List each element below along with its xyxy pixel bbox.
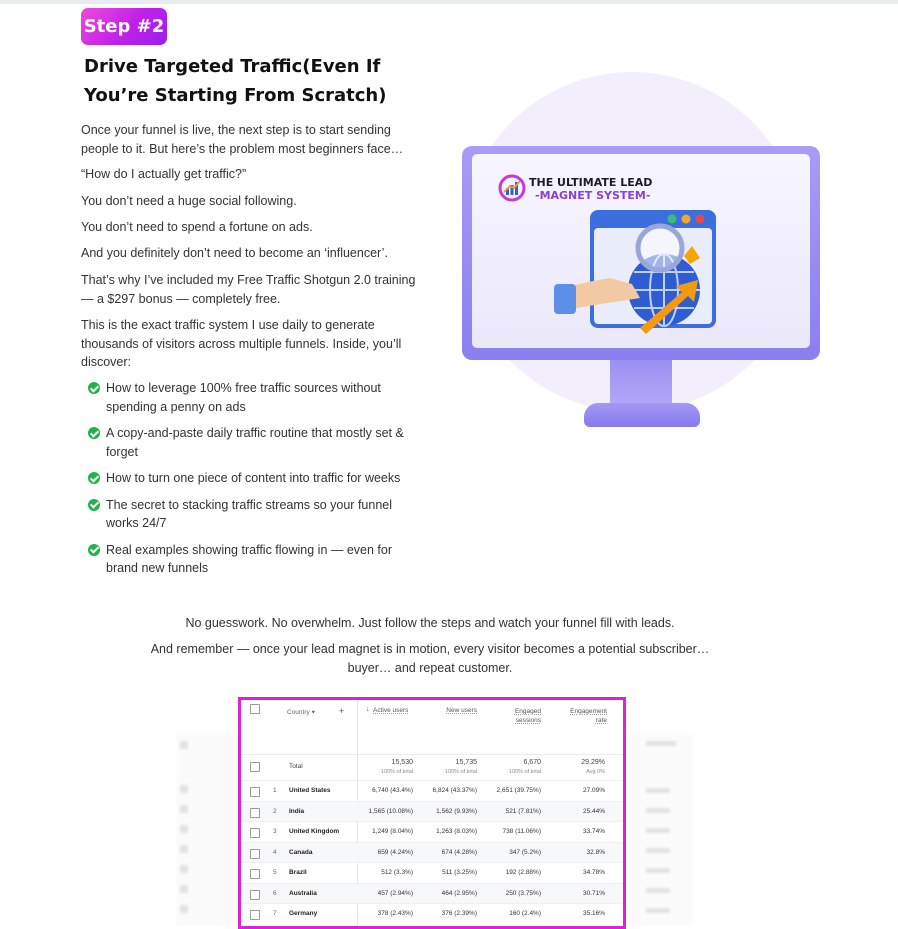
product-logo-text <box>529 176 652 202</box>
closing-line-1: No guesswork. No overwhelm. Just follow the steps and watch your funnel fill with leads. <box>185 616 675 630</box>
product-logo-line2: -MAGNET SYSTEM- <box>535 189 651 202</box>
row-checkbox[interactable] <box>250 869 260 879</box>
table-header-row <box>241 700 623 755</box>
paragraph-influencer: And you definitely don’t need to become an ‘influencer’. <box>81 246 388 260</box>
table-row[interactable] <box>241 903 623 925</box>
product-monitor-illustration <box>462 146 822 436</box>
paragraph-question: “How do I actually get traffic?” <box>81 167 247 181</box>
row-engaged-sessions: 2,651 (39.75%) <box>496 787 541 794</box>
paragraph-ads: You don’t need to spend a fortune on ads. <box>81 220 313 234</box>
closing-line-2: And remember — once your lead magnet is in motion, every visitor becomes a potential subscriber… buyer… and repeat customer. <box>150 642 710 675</box>
chevron-down-icon: ▾ <box>311 709 315 716</box>
table-row[interactable] <box>241 883 623 905</box>
row-engagement-rate: 32.8% <box>586 848 605 856</box>
column-header-active-users[interactable]: Active users <box>373 707 409 714</box>
sort-down-arrow-icon: ↓ <box>366 706 370 713</box>
row-country: United Kingdom <box>289 828 340 835</box>
row-rank: 4 <box>273 848 277 856</box>
row-active-users: 378 (2.43%) <box>377 910 413 917</box>
list-item <box>88 496 418 533</box>
row-active-users: 457 (2.94%) <box>377 889 413 897</box>
row-checkbox[interactable] <box>250 910 260 920</box>
country-dimension-selector[interactable] <box>287 708 315 716</box>
row-active-users: 659 (4.24%) <box>377 848 413 856</box>
row-engagement-rate: 25.44% <box>582 807 605 815</box>
check-circle-icon <box>88 544 100 556</box>
paragraph-system: This is the exact traffic system I use daily to generate thousands of visitors across multiple funnels. Inside, you’ll discover: <box>81 318 402 369</box>
table-row[interactable] <box>241 862 623 884</box>
list-item <box>88 541 418 578</box>
row-engaged-sessions: 250 (3.75%) <box>505 889 541 897</box>
product-logo-line1: THE ULTIMATE LEAD <box>529 176 653 189</box>
column-header-new-users[interactable]: New users <box>446 707 477 714</box>
section-headline: Drive Targeted Traffic(Even If You’re Starting From Scratch) <box>84 56 387 106</box>
row-checkbox[interactable] <box>250 828 260 838</box>
row-country: Germany <box>289 910 318 917</box>
row-rank: 7 <box>273 910 277 917</box>
total-new-users: 15,735 <box>455 759 477 766</box>
benefit-list <box>88 379 418 578</box>
row-new-users: 511 (3.25%) <box>442 869 477 876</box>
row-new-users: 6,824 (43.37%) <box>432 787 477 794</box>
row-active-users: 512 (3.3%) <box>381 869 413 876</box>
table-body <box>241 780 623 926</box>
monitor-screen <box>472 154 810 348</box>
monitor-stand-base <box>584 403 700 427</box>
total-row-checkbox[interactable] <box>250 762 260 772</box>
paragraph-following: You don’t need a huge social following. <box>81 194 297 208</box>
paragraph-intro: Once your funnel is live, the next step is to start sending people to it. But here’s the problem most beginners face… <box>81 123 404 156</box>
total-new-users-share: 100% of total <box>444 769 477 775</box>
monitor-stand-neck <box>610 360 672 408</box>
column-header-engaged-sessions[interactable]: Engaged sessions <box>514 708 541 724</box>
list-item <box>88 379 418 416</box>
row-new-users: 464 (2.95%) <box>441 889 477 897</box>
row-rank: 6 <box>273 889 277 897</box>
top-divider <box>0 0 898 4</box>
table-row[interactable] <box>241 821 623 843</box>
total-label: Total <box>289 763 303 770</box>
list-item-text: How to leverage 100% free traffic sources without spending a penny on ads <box>106 381 381 414</box>
step-badge: Step #2 <box>81 8 167 45</box>
column-header-engagement-rate[interactable]: Engagement rate <box>570 708 607 724</box>
check-circle-icon <box>88 427 100 439</box>
total-engagement-rate: 29.29% <box>581 759 605 766</box>
row-active-users: 1,249 (8.04%) <box>372 828 413 835</box>
globe-magnifier-hand-icon <box>548 206 768 342</box>
row-engaged-sessions: 192 (2.88%) <box>505 869 541 876</box>
list-item-text: How to turn one piece of content into traffic for weeks <box>106 471 401 485</box>
check-circle-icon <box>88 382 100 394</box>
add-dimension-button[interactable]: + <box>339 706 345 716</box>
row-country: Brazil <box>289 869 307 876</box>
row-country: Canada <box>289 848 313 856</box>
lead-magnet-logo-icon <box>498 174 526 202</box>
row-engagement-rate: 27.09% <box>582 787 605 794</box>
row-engaged-sessions: 347 (5.2%) <box>509 848 541 856</box>
row-new-users: 376 (2.39%) <box>441 910 477 917</box>
row-engagement-rate: 35.16% <box>582 910 605 917</box>
paragraph-bonus: That’s why I’ve included my Free Traffic Shotgun 2.0 training — a $297 bonus — completely free. <box>81 273 416 306</box>
row-engagement-rate: 30.71% <box>582 889 605 897</box>
table-total-row <box>241 754 623 782</box>
list-item <box>88 469 418 488</box>
row-country: United States <box>289 787 331 794</box>
row-country: India <box>289 807 305 815</box>
row-active-users: 6,740 (43.4%) <box>372 787 413 794</box>
analytics-table <box>238 697 626 929</box>
table-row[interactable] <box>241 842 623 864</box>
total-engaged-sessions-share: 100% of total <box>508 769 541 775</box>
row-engaged-sessions: 738 (11.06%) <box>502 828 541 835</box>
total-engaged-sessions: 6,670 <box>523 759 541 766</box>
select-all-checkbox[interactable] <box>250 704 260 714</box>
country-dimension-label: Country <box>287 709 310 716</box>
row-engagement-rate: 33.74% <box>582 828 605 835</box>
check-circle-icon <box>88 499 100 511</box>
list-item-text: Real examples showing traffic flowing in — even for brand new funnels <box>106 542 393 575</box>
row-new-users: 1,562 (9.93%) <box>436 807 477 815</box>
row-checkbox[interactable] <box>250 890 260 900</box>
row-engaged-sessions: 521 (7.81%) <box>505 807 541 815</box>
row-new-users: 674 (4.28%) <box>441 848 477 856</box>
row-active-users: 1,565 (10.08%) <box>368 807 413 815</box>
row-engaged-sessions: 160 (2.4%) <box>509 910 541 917</box>
total-active-users: 15,530 <box>391 759 413 766</box>
table-row[interactable] <box>241 780 623 802</box>
list-item-text: A copy-and-paste daily traffic routine that mostly set & forget <box>106 426 404 459</box>
row-rank: 2 <box>273 807 277 815</box>
row-engagement-rate: 34.78% <box>582 869 605 876</box>
list-item-text: The secret to stacking traffic streams so your funnel works 24/7 <box>106 497 393 530</box>
row-rank: 3 <box>273 828 277 835</box>
row-country: Australia <box>289 889 317 897</box>
list-item <box>88 424 418 461</box>
row-checkbox[interactable] <box>250 849 260 859</box>
row-checkbox[interactable] <box>250 808 260 818</box>
row-checkbox[interactable] <box>250 787 260 797</box>
total-engagement-rate-avg: Avg 0% <box>586 769 605 775</box>
check-circle-icon <box>88 472 100 484</box>
row-rank: 5 <box>273 869 277 876</box>
row-new-users: 1,263 (8.03%) <box>436 828 477 835</box>
total-active-users-share: 100% of total <box>380 769 413 775</box>
row-rank: 1 <box>273 787 277 794</box>
table-row[interactable] <box>241 801 623 823</box>
